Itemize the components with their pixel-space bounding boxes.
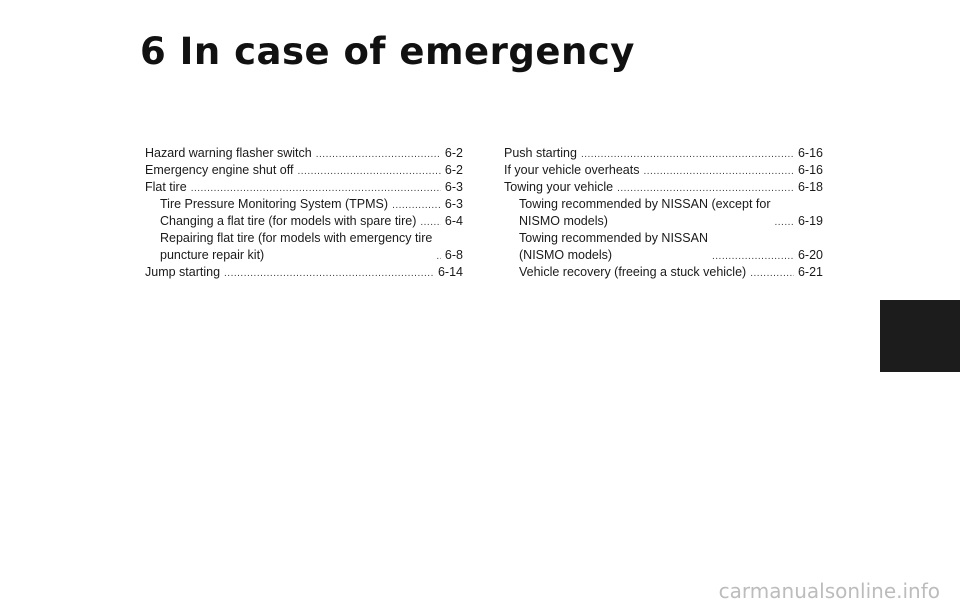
toc-leader-dots [316, 148, 441, 162]
toc-entry-label [504, 145, 577, 162]
toc-entry-label-line: If your vehicle overheats [504, 163, 640, 177]
toc-entry-label [519, 264, 746, 281]
toc-page-number: 6-4 [444, 214, 463, 228]
toc-entry-label [519, 230, 708, 264]
toc-entry[interactable] [504, 179, 823, 196]
toc-entry-label [160, 213, 416, 230]
toc-page-number: 6-18 [797, 180, 823, 194]
toc-entry-label-line: Towing recommended by NISSAN (except for [519, 197, 771, 211]
toc-leader-dots [712, 250, 794, 264]
toc-entry[interactable] [145, 264, 463, 281]
toc-entry-label [160, 196, 388, 213]
toc-page-number: 6-16 [797, 163, 823, 177]
toc-entry-label-line: puncture repair kit) [160, 248, 265, 262]
toc-entry-label-line: Towing your vehicle [504, 180, 614, 194]
chapter-title: 6 In case of emergency [140, 30, 635, 73]
toc-entry-label-line: NISMO models) [519, 214, 608, 228]
toc-entry-label [145, 162, 293, 179]
toc-entry-label-line: Tire Pressure Monitoring System (TPMS) [160, 197, 389, 211]
toc-entry-label-line: Push starting [504, 146, 577, 160]
toc-leader-dots [750, 267, 794, 281]
toc-entry[interactable] [145, 196, 463, 213]
toc-entry[interactable] [504, 196, 823, 230]
toc-column-left [145, 145, 463, 281]
watermark: carmanualsonline.info [718, 579, 940, 603]
toc-entry-label-line: Changing a flat tire (for models with spare tire) [160, 214, 417, 228]
toc-entry[interactable] [504, 230, 823, 264]
chapter-tab-marker [880, 300, 960, 372]
toc-entry[interactable] [145, 145, 463, 162]
toc-entry-label-line: Flat tire [145, 180, 187, 194]
toc-entry[interactable] [145, 230, 463, 264]
toc-leader-dots [775, 216, 794, 230]
toc-leader-dots [644, 165, 794, 179]
toc-entry-label-line: Towing recommended by NISSAN [519, 231, 708, 245]
toc-entry[interactable] [504, 162, 823, 179]
toc-page-number: 6-8 [444, 248, 463, 262]
toc-entry[interactable] [145, 179, 463, 196]
toc-entry[interactable] [145, 213, 463, 230]
toc-page-number: 6-2 [444, 146, 463, 160]
toc-page-number: 6-2 [444, 163, 463, 177]
toc-page-number: 6-20 [797, 248, 823, 262]
toc-entry-label [504, 162, 640, 179]
toc-leader-dots [420, 216, 441, 230]
toc-page-number: 6-3 [444, 197, 463, 211]
toc-leader-dots [436, 250, 441, 264]
toc-leader-dots [224, 267, 434, 281]
toc-entry-label [145, 179, 187, 196]
toc-leader-dots [581, 148, 794, 162]
toc-page-number: 6-16 [797, 146, 823, 160]
toc-entry[interactable] [504, 264, 823, 281]
toc-entry-label-line: Vehicle recovery (freeing a stuck vehicle) [519, 265, 747, 279]
toc-leader-dots [392, 199, 441, 213]
toc-entry-label-line: Jump starting [145, 265, 221, 279]
toc-page-number: 6-21 [797, 265, 823, 279]
toc-leader-dots [617, 182, 794, 196]
toc-entry-label [160, 230, 432, 264]
toc-entry-label [145, 264, 220, 281]
toc-column-right [504, 145, 823, 281]
toc-page-number: 6-14 [437, 265, 463, 279]
toc-entry[interactable] [145, 162, 463, 179]
toc-entry-label-line: Emergency engine shut off [145, 163, 294, 177]
toc-page-number: 6-3 [444, 180, 463, 194]
toc-entry-label [145, 145, 312, 162]
toc-entry-label [519, 196, 771, 230]
toc-entry-label [504, 179, 613, 196]
toc-page-number: 6-19 [797, 214, 823, 228]
toc-entry-label-line: (NISMO models) [519, 248, 613, 262]
toc-leader-dots [191, 182, 441, 196]
toc-leader-dots [297, 165, 440, 179]
toc-entry-label-line: Repairing flat tire (for models with emergency tire [160, 231, 433, 245]
toc-entry[interactable] [504, 145, 823, 162]
toc-entry-label-line: Hazard warning flasher switch [145, 146, 312, 160]
